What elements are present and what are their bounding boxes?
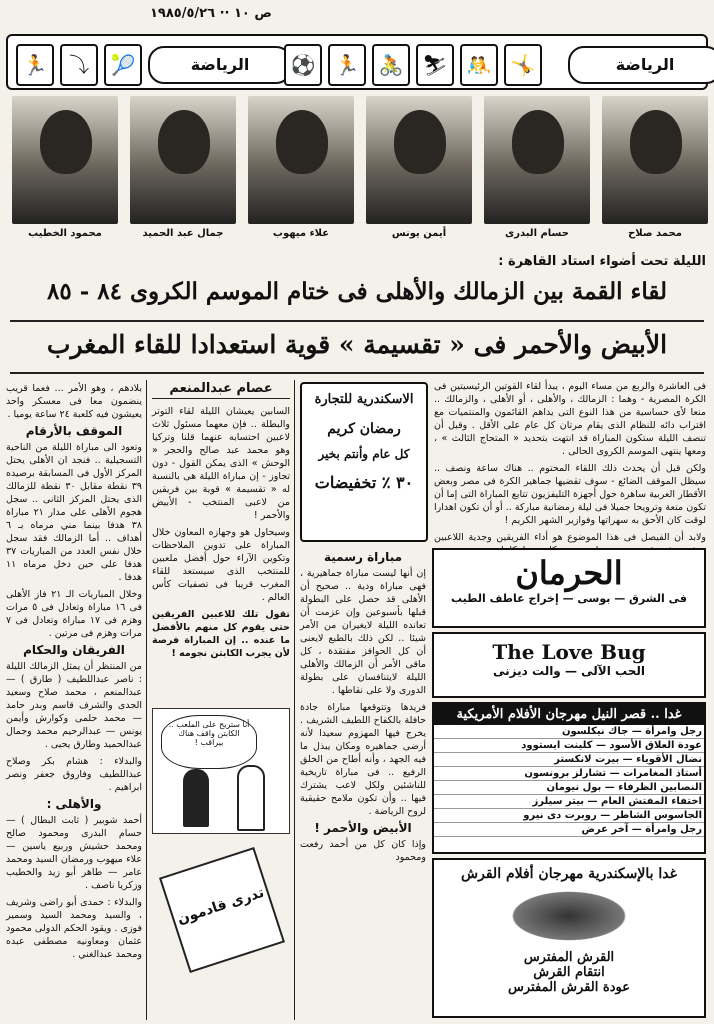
player-photo (602, 96, 708, 246)
ad-subtitle: الحب الآلى — والت ديزنى (493, 664, 645, 678)
festival-item: نضال الأقوياء — بيرت لانكستر (434, 753, 704, 767)
paragraph: ولكن قبل أن يحدث ذلك اللقاء المحتوم .. هناك ساعة ونصف .. سيظل الموقف الضائع - سوف تقضيها جماهير الكرة فى مصر وبعض الأقطار العربية ساهرة حول أجهزة التليفزيون تتابع المباراة التى إما أن تكون متعة وترويحا جميلا فى ليلة رمضانية مباركة .. أو أن تكون اهدارا لوقت كان الأحق به سهراتها وفوازير الشهر الكريم ! (434, 463, 706, 526)
festival-item: النصابين الظرفاء — بول نيومان (434, 781, 704, 795)
player-photo (484, 96, 590, 246)
gymnast-icon: 🤸 (504, 44, 542, 86)
festival-ad (432, 702, 706, 854)
player-photo (130, 96, 236, 246)
paragraph: فريدها وتتوقعها مباراة جادة حافلة بالكفاح اللطيف الشريف . يخرج فيها المهزوم سعيدا لأنه أرضى جماهيره ومكان يبذل ما فيه الجهد ، وأنه أطاح من الخلق الرفيع .. فى مباراة تاريخية للناشئين ولكل لاعب يشترك فيها .. وأن تكون ملامح حقيقية لروح الرياضة . (300, 702, 426, 817)
player-photos-row (6, 96, 708, 246)
paragraph: والبدلاء : هشام بكر وصلاح عبداللطيف وفاروق جعفر ونصر ابراهيم . (6, 756, 142, 793)
festival-item: عودة العلاق الأسود — كلينت ايستوود (434, 739, 704, 753)
divider (10, 372, 704, 374)
ad-line: ٣٠ ٪ تخفيضات (314, 473, 414, 492)
film-ad-love-bug (432, 632, 706, 698)
skier-icon: ⛷ (416, 44, 454, 86)
column-rule (294, 380, 295, 1020)
paragraph: وإذا كان كل من أحمد رفعت ومحمود (300, 839, 426, 863)
paragraph: فى العاشرة والربع من مساء اليوم ، يبدأ لقاء القوتين الرئيسيتين فى الكرة المصرية - وهما : الزمالك ، والأهلى ، أو الأهلى ، والزمالك .. منعا لأى حساسية من هذا النوع التى يداهم القائمون والمنتميات مع اقتراب دائه للنظام الذى يقام مرتان كل عام على الأقل . وقبل أن تنصف الليلة ستكون المباراة قد انتهت بتحديد « المتحاج الثالث » ، ومعها ينتهى الموسم الكروى الحالى . (434, 381, 706, 457)
player-photo (366, 96, 472, 246)
ad-title: غدا بالإسكندرية مهرجان أفلام القرش (461, 866, 677, 882)
ad-credit: فى الشرق — بوسى — إخراج عاطف الطيب (451, 592, 687, 605)
subheadline: الأبيض والأحمر فى « تقسيمة » قوية استعدادا للقاء المغرب (46, 330, 668, 359)
festival-item: رجل وامرأة — آخر عرض (434, 823, 704, 837)
date-line: ص ١٠ ·· ١٩٨٥/٥/٢٦ (150, 6, 272, 21)
ad-item: القرش المفترس (523, 950, 615, 965)
player-caption: محمد صلاح (628, 228, 682, 239)
festival-item: رجل وامرأة — جاك نيكلسون (434, 725, 704, 739)
paragraph: تقول تلك للاعبين الفريقين حتى يقوم كل منهم بالأفضل ما عنده .. إن المباراة فرصة لأن يجرب الكابتن نجومه ! (152, 609, 290, 659)
ad-line: رمضان كريم (327, 421, 401, 437)
section-subhead: الأبيض والأحمر ! (314, 821, 412, 835)
cyclist-icon: 🚴 (372, 44, 410, 86)
paragraph: وتعود الى مباراة الليلة من الناحية التسجيلية .. فنجد ان الأهلى يحتل المركز الأول فى المسابقة برصيده ٣٩ نقطة مقابل ٣٠ نقطة للزمالك الذى يحتل المركز الثانى .. سجل هجوم الأهلى على مدار ٢١ مباراة ٣٨ هدفا بينما مني مرماه بـ ٦ أهداف .. أما الزمالك فقد سجل خلال نفس العدد من المباريات ٣٧ هدفا على حين دخل مرماه ١١ هدفا . (6, 442, 142, 583)
promo-stamp (159, 847, 285, 973)
paragraph: السابين يعيشان الليلة لقاء التوتر والبطلة .. فإن معهما مسئول ثلاث لاعبين احتسابه عنهما قلنا وتركيا وهو محمد عبد صالح والحجر « الوحش » الذى يمكن القول - دون تجاوز - إن مباراة الليلة هى بالنسبة له « تقسيمة » قوية بين فريقين من لاعبى المنتخب - الأبيض والأحمر ! (152, 406, 290, 521)
middle-column (152, 382, 290, 702)
paragraph: من المنتظر أن يمثل الزمالك الليلة : ناصر عبداللطيف ( طارق ) — عبدالمنعم ، محمد صلاح وسعيد الجدى والشرف قاسم وبدر حامد — محمد حلمى وكوارش وأيمن يونس — عبدالرحيم محمد وجمال عبدالحميد وطارق يحيى . (6, 661, 142, 750)
player-photo (248, 96, 354, 246)
kicker: الليلة تحت أضواء استاد القاهرة : (498, 254, 706, 269)
player-caption: علاء ميهوب (272, 228, 330, 239)
player-caption: أيمن يونس (391, 228, 447, 239)
divider (10, 320, 704, 322)
paragraph: ولابد أن الفيصل فى هذا الموضوع هو أداء الفريقين وجدية اللاعبين (434, 532, 706, 543)
official-match-column (300, 548, 426, 1020)
ad-title: الاسكندرية للتجارة (314, 392, 414, 407)
section-subhead: الموقف بالأرقام (25, 424, 123, 438)
ad-item: انتقام القرش (533, 965, 605, 980)
figure-coach (183, 769, 209, 827)
headline: لقاء القمة بين الزمالك والأهلى فى ختام الموسم الكروى ٨٤ - ٨٥ (46, 278, 667, 305)
paragraph: أحمد شوبير ( ثابت البطال ) — حسام البدرى ومحمود صالح ومحمد حشيش وربيع ياسين — علاء ميهوب ورمضان السيد ومحمد عامر — طاهر أبو زيد والخطيب وزكريا ناصف . (6, 815, 142, 891)
festival-item: اختفاء المفتش العام — بيتر سيلرز (434, 795, 704, 809)
stamp-text: تدرى قادمون (175, 884, 267, 928)
article-intro (434, 380, 706, 543)
player-caption: جمال عبد الحميد (142, 228, 224, 239)
sports-section-banner (6, 34, 708, 90)
diver-icon: ⤵ (60, 44, 98, 86)
ramadan-ad (300, 382, 428, 542)
cartoon (152, 708, 290, 834)
column-rule (146, 380, 147, 1020)
ad-item: عودة القرش المفترس (508, 980, 630, 995)
ad-title: الحرمان (515, 554, 623, 592)
section-label-left: الرياضة (148, 46, 292, 84)
runner-icon: 🏃 (16, 44, 54, 86)
sprinter-icon: 🏃 (328, 44, 366, 86)
festival-item: أستاذ المغامرات — تشارلز برونسون (434, 767, 704, 781)
byline: عصام عبدالمنعم (152, 382, 290, 399)
paragraph: وخلال المباريات الـ ٢١ فاز الأهلى فى ١٦ مباراة وتعادل فى ٥ مرات وهزم فى ١٧ مباراة وتعادل فى ٧ مرات وهزم فى مرتين . (6, 589, 143, 639)
speech-bubble: أنا ستريح على الملعب .. الكابتن واقف هناك بيراقب ! (161, 715, 257, 769)
player-photo (12, 96, 118, 246)
left-column (6, 382, 142, 1018)
shark-illustration (504, 888, 634, 944)
paragraph: وسيحاول هو وجهازه المعاون خلال المباراة على تدوين الملاحظات وتكوين الآراء حول أفضل ملعبين للمنتخب الذى سيستعد للقاء المغرب قريبا فى تصفيات كأس العالم . (152, 527, 290, 603)
paragraph: بلادهم ، وهو الأمر ... فعما قريب ينضمون معا فى معسكر واحد يعيشون فيه كلعبة ٢٤ ساعة يوميا . (6, 383, 142, 420)
festival-item: الجاسوس الشاطر — روبرت دى نيرو (434, 809, 704, 823)
paragraph: والبدلاء : حمدى أبو راضى وشريف ، والسيد ومحمد السيد وسمير فوزى . ويقود الحكم الدولى محمود عثمان ومعاونيه مصطفى عبده ومحمد عبدالغني . (6, 897, 142, 960)
paragraph: إن أنها ليست مباراة جماهيرية ، فهى مباراة ودية .. صحيح أن الأهلى قد حصل على البطولة قبلها بأسبوعين وإن عزمت أن تعانده الليلة لايغيران من الأمر شيئا .. لكن ذلك بالطبع لايعنى أن كل الحوافز مفتقدة ، كل ماقى الأمر أن الزمالك والأهلى الليلة لايتنافسان على بطولة الدورى ولا على نقاطها . (300, 568, 426, 696)
shark-festival-ad (432, 858, 706, 1018)
tennis-icon: 🎾 (104, 44, 142, 86)
ad-line: كل عام وأنتم بخير (318, 447, 410, 461)
player-caption: محمود الخطيب (28, 228, 102, 239)
ad-title: غدا .. قصر النيل مهرجان الأفلام الأمريكية (434, 704, 704, 725)
wrestler-icon: 🤼 (460, 44, 498, 86)
section-subhead: مباراة رسمية (323, 550, 403, 564)
ad-title: The Love Bug (492, 640, 646, 664)
section-subhead: والأهلى : (46, 797, 102, 811)
figure-player (237, 765, 265, 831)
player-caption: حسام البدرى (505, 228, 569, 239)
section-subhead: الفريقان والحكام (23, 643, 125, 657)
film-ad-alharaman (432, 548, 706, 628)
kick-icon: ⚽ (284, 44, 322, 86)
section-label-right: الرياضة (568, 46, 714, 84)
